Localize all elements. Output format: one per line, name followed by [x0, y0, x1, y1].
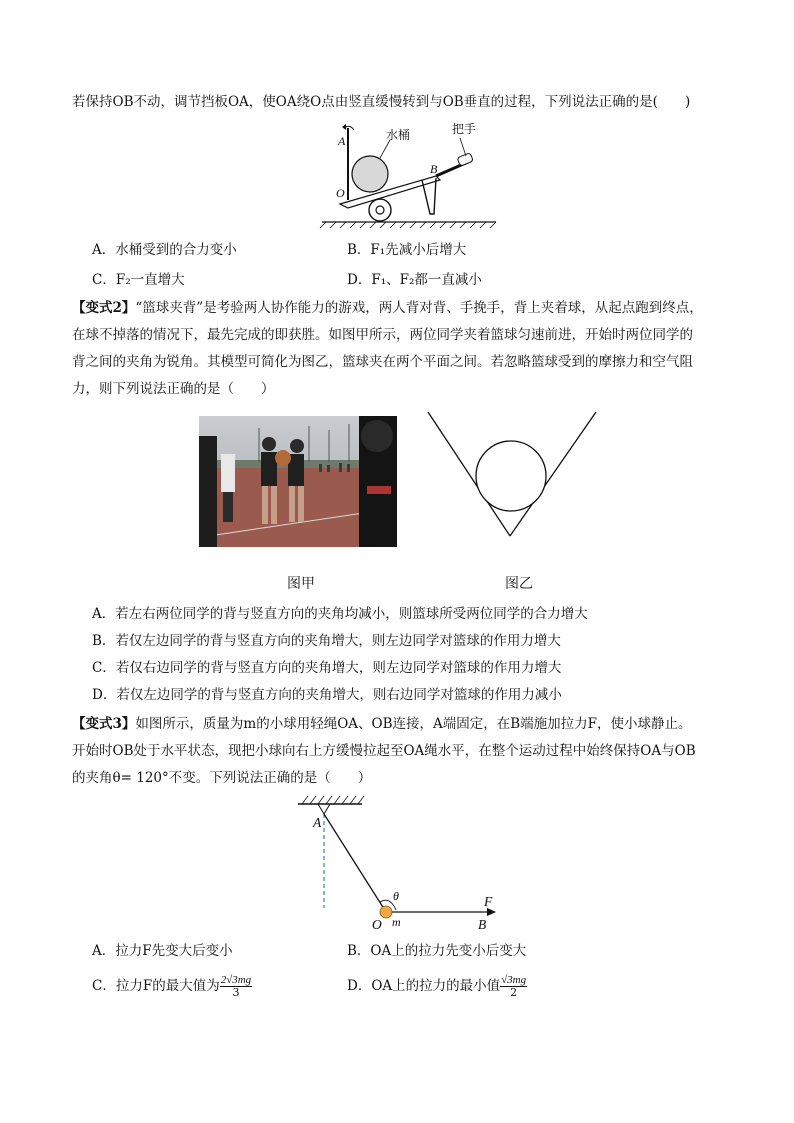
rope-label-m: m: [392, 915, 401, 929]
q1-option-c: C．F₂一直增大: [92, 272, 185, 288]
wb-label-a: A: [338, 134, 346, 148]
q3-option-c: C．拉力F的最大值为 $\frac{2√3mg}{3}$: [92, 974, 252, 999]
wb-label-bucket: 水桶: [386, 128, 411, 142]
ball-between-planes-diagram: [424, 410, 600, 540]
q3-tag: 【变式3】: [72, 716, 136, 732]
fraction-d: $\frac{√3mg}{2}$: [501, 974, 527, 999]
q3-stem-line-3: 的夹角θ= 120°不变。下列说法正确的是（ ）: [72, 770, 372, 786]
q3-stem-line-1: 【变式3】如图所示，质量为m的小球用轻绳OA、OB连接，A端固定，在B端施加拉力F，使小球静止。: [72, 716, 692, 732]
rope-label-b: B: [478, 917, 487, 932]
q1-option-d: D．F₁、F₂都一直减小: [347, 272, 482, 288]
q1-option-a: A．水桶受到的合力变小: [92, 242, 237, 258]
rope-label-f: F: [484, 894, 493, 909]
q2-option-c: C．若仅右边同学的背与竖直方向的夹角增大，则左边同学对篮球的作用力增大: [92, 660, 562, 676]
wb-label-b: B: [430, 162, 438, 176]
wheelbarrow-figure: [318, 118, 508, 228]
q1-stem: 若保持OB不动，调节挡板OA，使OA绕O点由竖直缓慢转到与OB垂直的过程，下列说法正确的是( ): [72, 94, 691, 110]
rope-label-theta: θ: [393, 889, 399, 903]
q2-option-b: B．若仅左边同学的背与竖直方向的夹角增大，则左边同学对篮球的作用力增大: [92, 633, 561, 649]
caption-diagram: 图乙: [505, 576, 533, 592]
q2-stem-line-3: 背之间的夹角为锐角。其模型可简化为图乙，篮球夹在两个平面之间。若忽略篮球受到的摩擦力和空气阻: [72, 354, 693, 370]
q2-stem-line-1: 【变式2】“篮球夹背”是考验两人协作能力的游戏，两人背对背、手挽手，背上夹着球，从起点跑到终点，: [72, 300, 703, 316]
wb-label-o: O: [336, 186, 345, 200]
fraction-c: $\frac{2√3mg}{3}$: [220, 974, 252, 999]
rope-label-a: A: [313, 815, 322, 830]
q3-option-a: A．拉力F先变大后变小: [92, 943, 233, 959]
q3-stem-line-2: 开始时OB处于水平状态，现把小球向右上方缓慢拉起至OA绳水平，在整个运动过程中始终保持OA与OB: [72, 743, 696, 759]
q3-option-b: B．OA上的拉力先变小后变大: [347, 943, 527, 959]
q2-stem-line-2: 在球不掉落的情况下，最先完成的即获胜。如图甲所示，两位同学夹着篮球匀速前进，开始时两位同学的: [72, 327, 693, 343]
basketball-photo: [199, 416, 397, 547]
q1-option-b: B．F₁先减小后增大: [347, 242, 467, 258]
caption-photo: 图甲: [287, 576, 315, 592]
wb-label-handle: 把手: [452, 122, 477, 136]
rope-diagram: [290, 792, 510, 932]
q3-option-d: D．OA上的拉力的最小值 $\frac{√3mg}{2}$: [347, 974, 527, 999]
rope-label-o: O: [372, 917, 382, 932]
q2-tag: 【变式2】: [72, 300, 136, 316]
q2-stem-line-4: 力，则下列说法正确的是（ ）: [72, 381, 275, 397]
q2-option-a: A．若左右两位同学的背与竖直方向的夹角均减小，则篮球所受两位同学的合力增大: [92, 606, 588, 622]
q2-option-d: D．若仅左边同学的背与竖直方向的夹角增大，则右边同学对篮球的作用力减小: [92, 687, 562, 703]
